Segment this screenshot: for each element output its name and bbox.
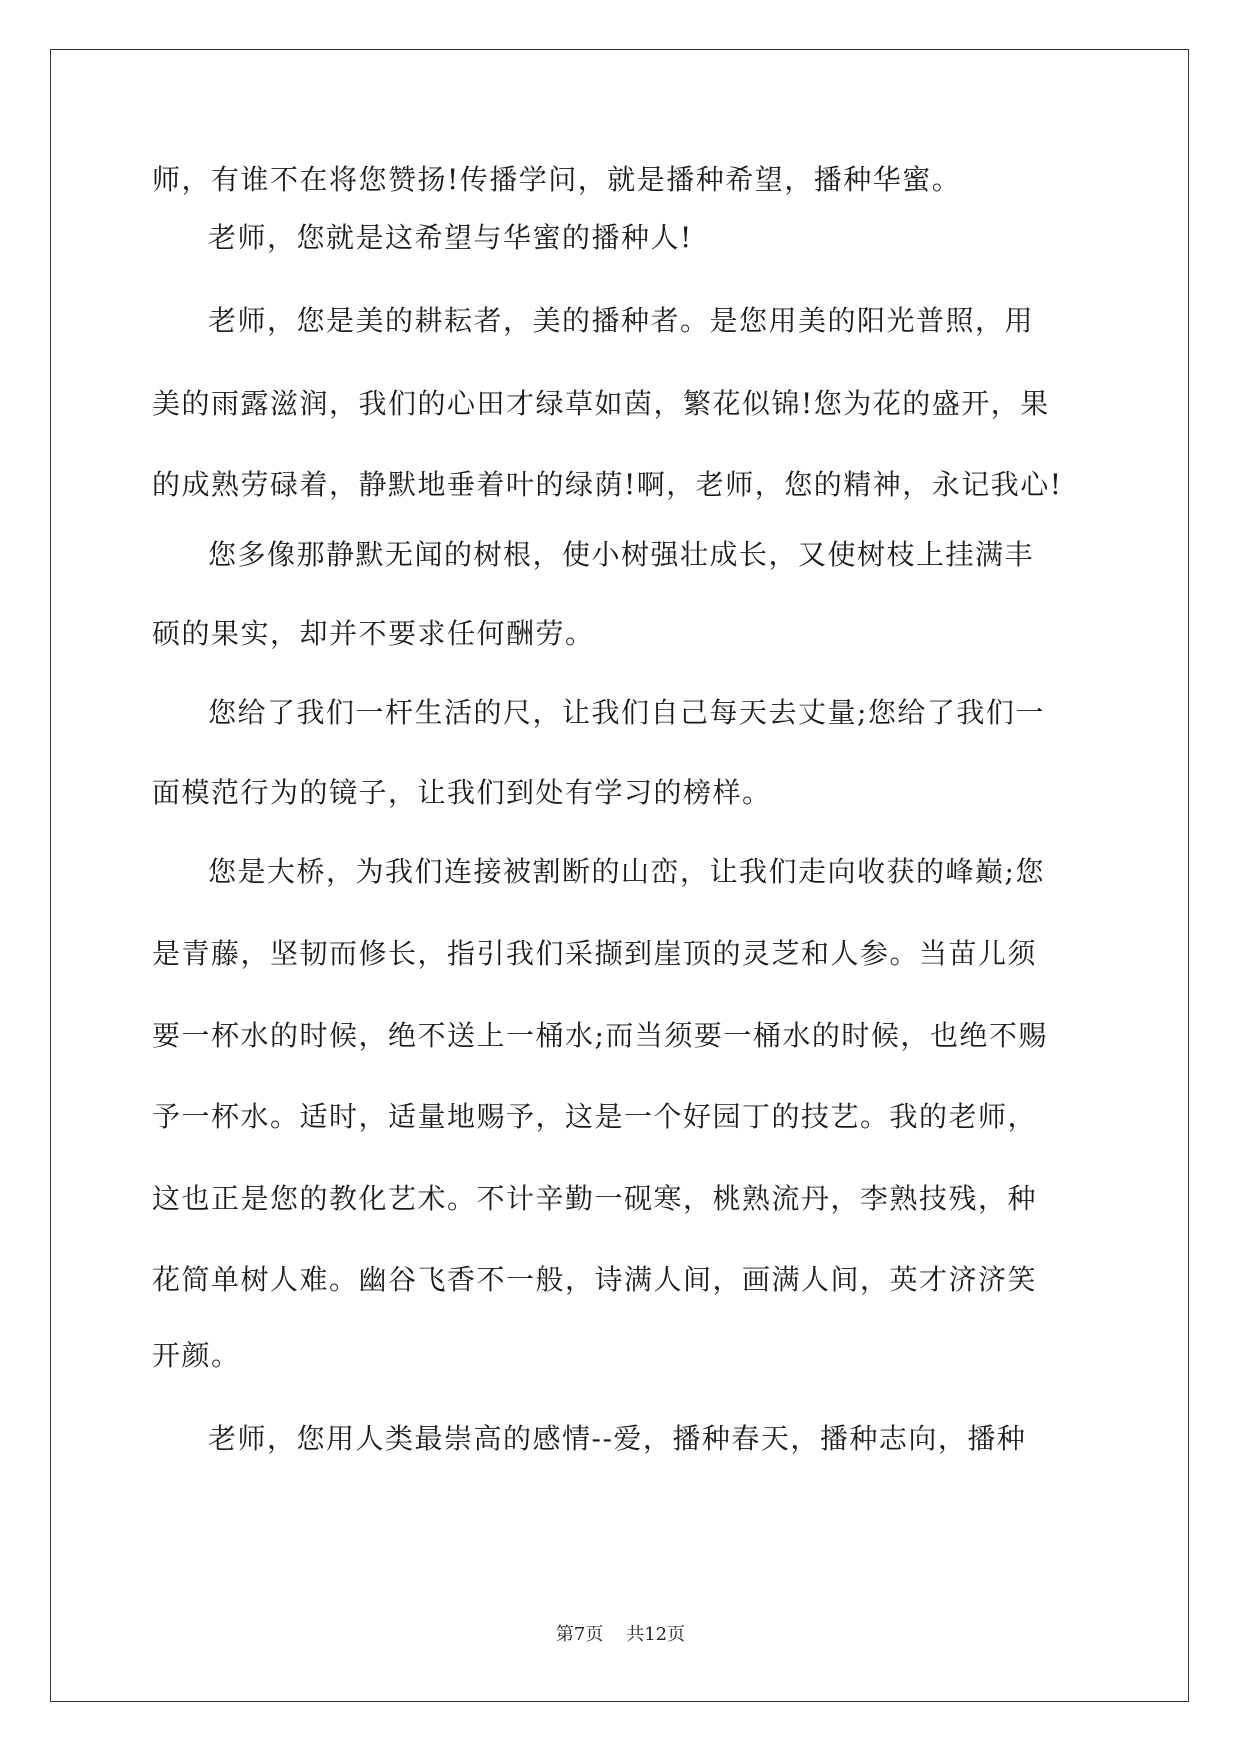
text-line-17: 老师，您用人类最崇高的感情--爱，播种春天，播种志向，播种 (208, 1422, 1027, 1455)
text-line-8: 您给了我们一杆生活的尺，让我们自己每天去丈量;您给了我们一 (208, 696, 1045, 729)
text-line-11: 是青藤，坚韧而修长，指引我们采撷到崖顶的灵芝和人参。当苗儿须 (152, 937, 1038, 970)
text-line-6: 您多像那静默无闻的树根，使小树强壮成长，又使树枝上挂满丰 (208, 538, 1035, 571)
text-line-13: 予一杯水。适时，适量地赐予，这是一个好园丁的技艺。我的老师， (152, 1100, 1038, 1133)
text-line-16: 开颜。 (152, 1339, 241, 1372)
text-line-5: 的成熟劳碌着，静默地垂着叶的绿荫!啊，老师，您的精神，永记我心! (152, 468, 1063, 501)
text-line-3: 老师，您是美的耕耘者，美的播种者。是您用美的阳光普照，用 (208, 304, 1035, 337)
text-line-9: 面模范行为的镜子，让我们到处有学习的榜样。 (152, 776, 772, 809)
text-line-1: 师，有谁不在将您赞扬!传播学问，就是播种希望，播种华蜜。 (152, 163, 962, 196)
text-line-12: 要一杯水的时候，绝不送上一桶水;而当须要一桶水的时候，也绝不赐 (152, 1019, 1048, 1052)
text-line-14: 这也正是您的教化艺术。不计辛勤一砚寒，桃熟流丹，李熟技残，种 (152, 1182, 1038, 1215)
text-line-2: 老师，您就是这希望与华蜜的播种人! (208, 221, 693, 254)
text-line-7: 硕的果实，却并不要求任何酬劳。 (152, 617, 595, 650)
page-footer-number: 第7页 共12页 (555, 1624, 686, 1645)
text-line-15: 花简单树人难。幽谷飞香不一般，诗满人间，画满人间，英才济济笑 (152, 1263, 1038, 1296)
text-line-10: 您是大桥，为我们连接被割断的山峦，让我们走向收获的峰巅;您 (208, 855, 1045, 888)
text-line-4: 美的雨露滋润，我们的心田才绿草如茵，繁花似锦!您为花的盛开，果 (152, 387, 1050, 420)
